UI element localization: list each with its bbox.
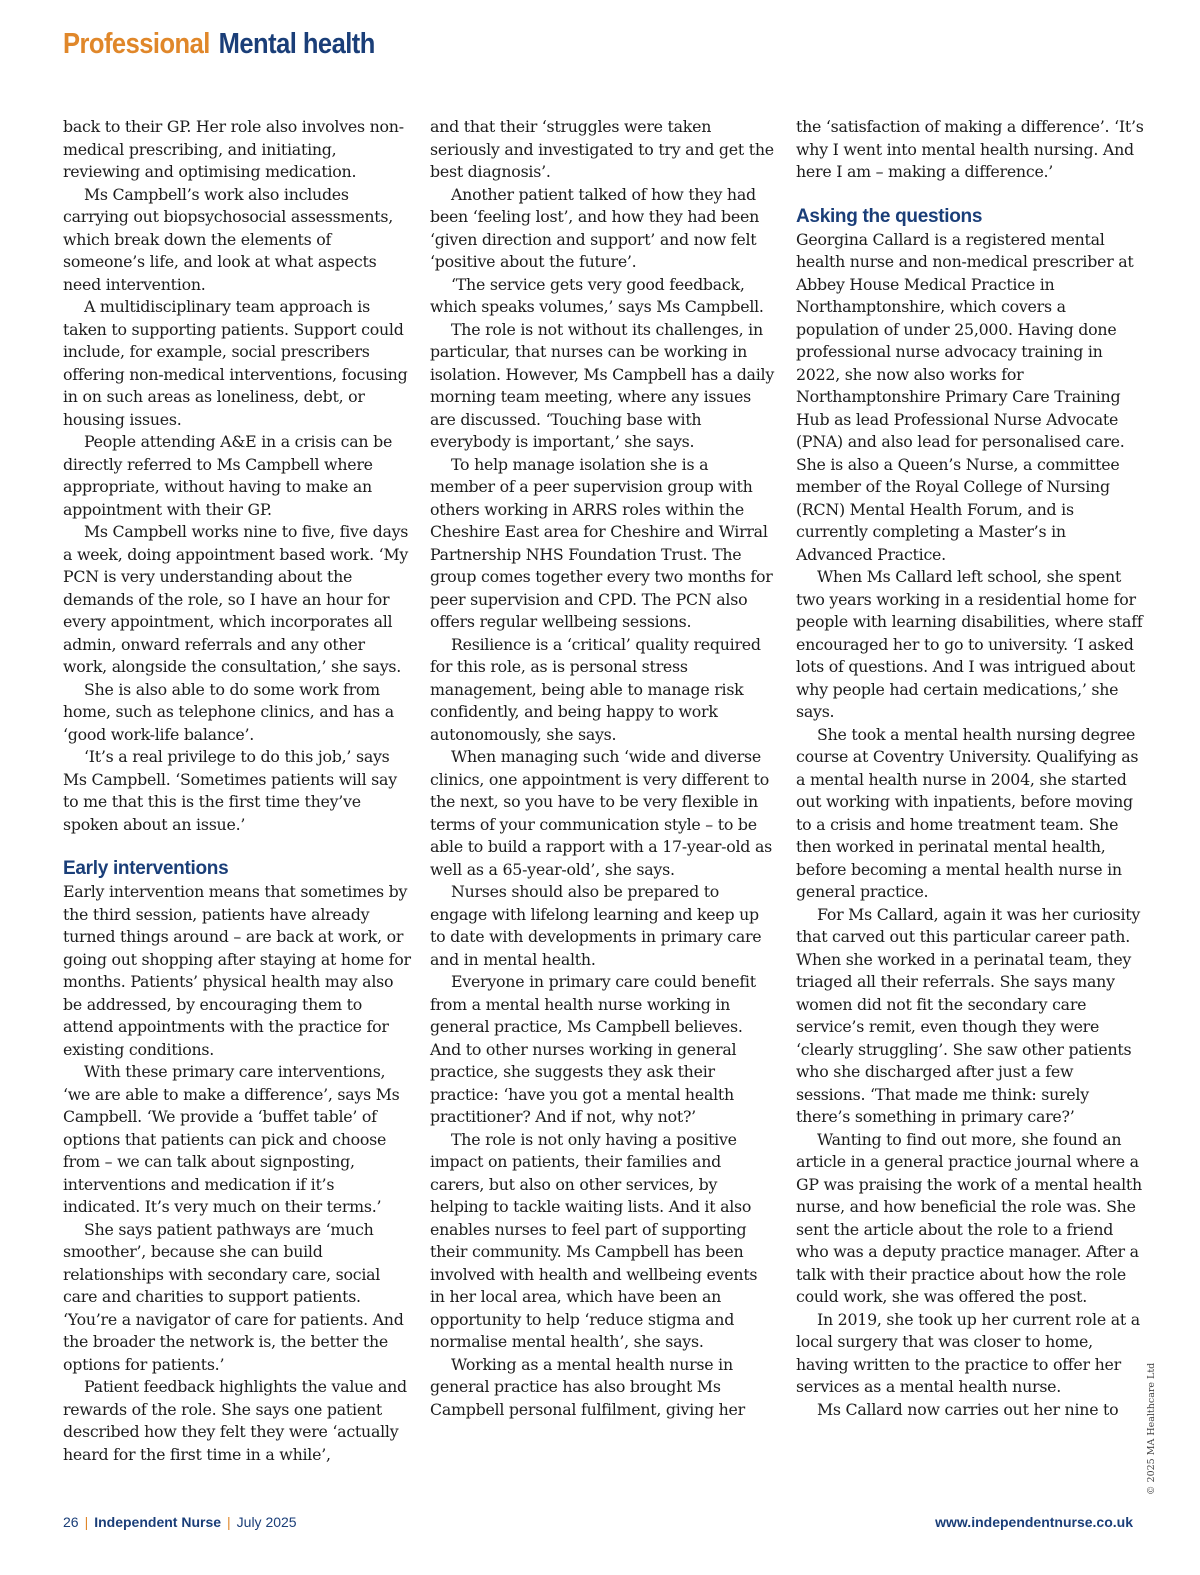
paragraph: the ‘satisfaction of making a difference’. ‘It’s why I went into mental health nursing. And here I am – making a difference.’: [796, 117, 1144, 181]
paragraph: ‘The service gets very good feedback, which speaks volumes,’ says Ms Campbell.: [430, 274, 764, 316]
magazine-name: Independent Nurse: [94, 1514, 222, 1530]
paragraph: People attending A&E in a crisis can be directly referred to Ms Campbell where appropriate, without having to make an appointment with their GP.: [63, 432, 393, 519]
paragraph: Wanting to find out more, she found an article in a general practice journal where a GP was praising the work of a mental health nurse, and how beneficial the role was. She sent the article about the role to a friend who was a deputy practice manager. After a talk with their practice about how the role could work, she was offered the post.: [796, 1129, 1142, 1306]
paragraph: and that their ‘struggles were taken seriously and investigated to try and get the best diagnosis’.: [430, 117, 774, 181]
footer-folio: [63, 1514, 297, 1530]
subheading-early-interventions: Early interventions: [63, 858, 229, 879]
paragraph: Ms Campbell works nine to five, five days a week, doing appointment based work. ‘My PCN is very understanding about the demands of the role, so I have an hour for every appointment, which incorporates all admin, onward referrals and any other work, alongside the consultation,’ she says.: [63, 522, 409, 676]
paragraph: Ms Campbell’s work also includes carrying out biopsychosocial assessments, which break down the elements of someone’s life, and look at what aspects need intervention.: [63, 184, 393, 294]
section-label: Professional: [63, 28, 210, 60]
paragraph: The role is not only having a positive impact on patients, their families and carers, but also on other services, by helping to tackle waiting lists. And it also enables nurses to feel part of supporting their community. Ms Campbell has been involved with health and wellbeing events in her local area, which have been an opportunity to help ‘reduce stigma and normalise mental health’, she says.: [430, 1129, 758, 1351]
article-column-3: [796, 116, 1146, 1421]
paragraph: Everyone in primary care could benefit from a mental health nurse working in general practice, Ms Campbell believes. And to other nurses working in general practice, she suggests they ask their practice: ‘have you got a mental health practitioner? And if not, why not?’: [430, 972, 756, 1126]
separator: |: [227, 1514, 231, 1530]
topic-label: Mental health: [218, 28, 375, 60]
page-footer: [63, 1514, 1133, 1534]
page-header: [63, 28, 375, 61]
paragraph: Nurses should also be prepared to engage with lifelong learning and keep up to date with developments in primary care and in mental health.: [430, 882, 762, 969]
paragraph: Another patient talked of how they had been ‘feeling lost’, and how they had been ‘given direction and support’ and now felt ‘positive about the future’.: [430, 184, 760, 271]
paragraph: In 2019, she took up her current role at a local surgery that was closer to home, having written to the practice to offer her services as a mental health nurse.: [796, 1309, 1140, 1396]
paragraph: Early intervention means that sometimes by the third session, patients have already turned things around – are back at work, or going out shopping after staying at home for months. Patients’ physical health may also be addressed, by encouraging them to attend appointments with the practice for existing conditions.: [63, 882, 411, 1059]
issue-date: July 2025: [236, 1514, 297, 1530]
paragraph: For Ms Callard, again it was her curiosity that carved out this particular career path. When she worked in a perinatal team, they triaged all their referrals. She says many women did not fit the secondary care service’s remit, even though they were ‘clearly struggling’. She saw other patients who she discharged after just a few sessions. ‘That made me think: surely there’s something in primary care?’: [796, 904, 1141, 1126]
paragraph: She says patient pathways are ‘much smoother’, because she can build relationships with secondary care, social care and charities to support patients. ‘You’re a navigator of care for patients. And the broader the network is, the better the options for patients.’: [63, 1219, 404, 1374]
paragraph: Resilience is a ‘critical’ quality required for this role, as is personal stress management, being able to manage risk confidently, and being happy to work autonomously, she says.: [430, 634, 761, 744]
page-number: 26: [63, 1514, 79, 1530]
separator: |: [84, 1514, 89, 1530]
article-column-2: [430, 116, 776, 1421]
paragraph: back to their GP. Her role also involves non-medical prescribing, and initiating, reviewing and optimising medication.: [63, 117, 404, 181]
paragraph: Working as a mental health nurse in general practice has also brought Ms Campbell personal fulfilment, giving her: [430, 1354, 745, 1419]
paragraph: The role is not without its challenges, in particular, that nurses can be working in isolation. However, Ms Campbell has a daily morning team meeting, where any issues are discussed. ‘Touching base with everybody is important,’ she says.: [430, 319, 775, 451]
paragraph: She is also able to do some work from home, such as telephone clinics, and has a ‘good work-life balance’.: [63, 679, 394, 744]
paragraph: She took a mental health nursing degree course at Coventry University. Qualifying as a mental health nurse in 2004, she started out working with inpatients, before moving to a crisis and home treatment team. She then worked in perinatal mental health, before becoming a mental health nurse in general practice.: [796, 724, 1139, 901]
copyright-notice: © 2025 MA Healthcare Ltd: [1146, 1362, 1157, 1495]
paragraph: With these primary care interventions, ‘we are able to make a difference’, says Ms Campbell. ‘We provide a ‘buffet table’ of options that patients can pick and choose from – we can talk about signposting, interventions and medication if it’s indicated. It’s very much on their terms.’: [63, 1062, 400, 1216]
paragraph: When Ms Callard left school, she spent two years working in a residential home for people with learning disabilities, where staff encouraged her to go to university. ‘I asked lots of questions. And I was intrigued about why people had certain medications,’ she says.: [796, 567, 1143, 721]
paragraph: Georgina Callard is a registered mental health nurse and non-medical prescriber at Abbey House Medical Practice in Northamptonshire, which covers a population of under 25,000. Having done professional nurse advocacy training in 2022, she now also works for Northamptonshire Primary Care Training Hub as lead Professional Nurse Advocate (PNA) and also lead for personalised care. She is also a Queen’s Nurse, a committee member of the Royal College of Nursing (RCN) Mental Health Forum, and is currently completing a Master’s in Advanced Practice.: [796, 229, 1134, 564]
website-link[interactable]: www.independentnurse.co.uk: [935, 1514, 1133, 1530]
paragraph: A multidisciplinary team approach is taken to supporting patients. Support could include, for example, social prescribers offering non-medical interventions, focusing in on such areas as loneliness, debt, or housing issues.: [63, 297, 408, 429]
article-column-1: [63, 116, 411, 1466]
subheading-asking-the-questions: Asking the questions: [796, 205, 983, 227]
paragraph: When managing such ‘wide and diverse clinics, one appointment is very different to the next, so you have to be very flexible in terms of your communication style – to be able to build a rapport with a 17-year-old as well as a 65-year-old’, she says.: [430, 747, 772, 879]
paragraph: Patient feedback highlights the value and rewards of the role. She says one patient described how they felt they were ‘actually heard for the first time in a while’,: [63, 1377, 407, 1464]
paragraph: ‘It’s a real privilege to do this job,’ says Ms Campbell. ‘Sometimes patients will say to me that this is the first time they’ve spoken about an issue.’: [63, 747, 397, 834]
paragraph: Ms Callard now carries out her nine to: [817, 1399, 1119, 1419]
paragraph: To help manage isolation she is a member of a peer supervision group with others working in ARRS roles within the Cheshire East area for Cheshire and Wirral Partnership NHS Foundation Trust. The group comes together every two months for peer supervision and CPD. The PCN also offers regular wellbeing sessions.: [430, 454, 773, 631]
